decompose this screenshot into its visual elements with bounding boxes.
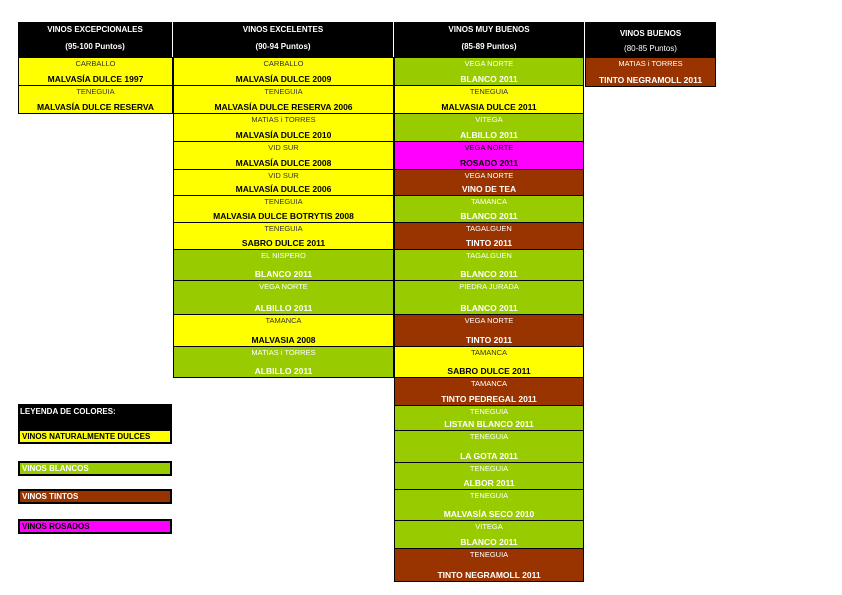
winery-name: VEGA NORTE xyxy=(464,59,514,68)
winery-name: TAMANCA xyxy=(265,316,302,325)
wine-entry xyxy=(173,346,394,378)
wine-name: LA GOTA 2011 xyxy=(460,451,518,461)
wine-name: MALVASIA DULCE BOTRYTIS 2008 xyxy=(213,211,354,221)
wine-name: BLANCO 2011 xyxy=(460,537,518,547)
wine-entry xyxy=(394,280,584,315)
wine-name: BLANCO 2011 xyxy=(460,303,518,313)
winery-name: TENEGUIA xyxy=(264,197,303,206)
wine-name: ALBILLO 2011 xyxy=(254,303,313,313)
winery-name: EL NISPERO xyxy=(261,251,306,260)
wine-name: MALVASÍA DULCE 2008 xyxy=(235,158,332,168)
header-points: (85-89 Puntos) xyxy=(461,42,517,51)
wine-entry xyxy=(173,195,394,223)
wine-entry xyxy=(173,57,394,86)
wine-entry xyxy=(394,113,584,142)
wine-name: MALVASÍA DULCE RESERVA xyxy=(36,102,155,112)
winery-name: TAMANCA xyxy=(470,379,508,388)
wine-name: ROSADO 2011 xyxy=(459,158,519,168)
wine-entry xyxy=(394,141,584,170)
winery-name: TENEGUIA xyxy=(264,87,303,96)
wine-entry xyxy=(394,405,584,431)
wine-name: SABRO DULCE 2011 xyxy=(241,238,326,248)
wine-name: LISTAN BLANCO 2011 xyxy=(444,419,534,429)
wine-name: BLANCO 2011 xyxy=(254,269,313,279)
header-title: VINOS EXCELENTES xyxy=(242,25,324,34)
wine-name: MALVASIA 2008 xyxy=(251,335,316,345)
wine-name: MALVASÍA SECO 2010 xyxy=(443,509,535,519)
header-title: VINOS BUENOS xyxy=(619,29,682,38)
winery-name: CARBALLO xyxy=(263,59,304,68)
header-points: (90-94 Puntos) xyxy=(255,42,311,51)
wine-entry xyxy=(173,141,394,170)
winery-name: VITEGA xyxy=(475,522,503,531)
winery-name: TENEGUIA xyxy=(469,432,509,441)
wine-entry xyxy=(394,85,584,114)
winery-name: TENEGUIA xyxy=(469,491,509,500)
header-excepcionales xyxy=(18,22,172,57)
header-title: VINOS EXCEPCIONALES xyxy=(47,25,143,34)
winery-name: MATIAS i TORRES xyxy=(618,59,683,68)
winery-name: TAMANCA xyxy=(470,197,508,206)
winery-name: TENEGUIA xyxy=(469,407,509,416)
header-buenos xyxy=(585,22,716,57)
winery-name: MATIAS i TORRES xyxy=(251,348,316,357)
wine-entry xyxy=(394,222,584,250)
wine-entry xyxy=(394,169,584,196)
wine-entry xyxy=(394,195,584,223)
wine-name: TINTO PEDREGAL 2011 xyxy=(441,394,537,404)
wine-entry xyxy=(394,57,584,86)
winery-name: VITEGA xyxy=(475,115,503,124)
winery-name: TENEGUIA xyxy=(469,87,509,96)
wine-entry xyxy=(394,489,584,521)
winery-name: CARBALLO xyxy=(75,59,116,68)
wine-name: MALVASÍA DULCE 2009 xyxy=(235,74,332,84)
wine-entry xyxy=(394,377,584,406)
wine-entry xyxy=(173,169,394,196)
winery-name: TAGALGUEN xyxy=(466,251,512,260)
wine-name: TINTO NEGRAMOLL 2011 xyxy=(598,75,703,85)
wine-entry xyxy=(173,249,394,281)
winery-name: TAMANCA xyxy=(470,348,508,357)
winery-name: VEGA NORTE xyxy=(259,282,308,291)
legend-item-blancos: VINOS BLANCOS xyxy=(18,461,172,476)
wine-name: MALVASÍA DULCE RESERVA 2006 xyxy=(214,102,353,112)
wine-name: BLANCO 2011 xyxy=(460,269,518,279)
wine-entry xyxy=(394,548,584,582)
wine-entry xyxy=(394,430,584,463)
header-muy-buenos xyxy=(394,22,584,57)
winery-name: VID SUR xyxy=(268,171,299,180)
winery-name: VEGA NORTE xyxy=(464,316,514,325)
legend-item-rosados: VINOS ROSADOS xyxy=(18,519,172,534)
wine-entry xyxy=(173,113,394,142)
header-excelentes xyxy=(173,22,393,57)
wine-entry xyxy=(173,222,394,250)
wine-name: MALVASÍA DULCE 1997 xyxy=(47,74,144,84)
wine-name: MALVASIA DULCE 2011 xyxy=(441,102,537,112)
wine-name: BLANCO 2011 xyxy=(460,211,518,221)
header-title: VINOS MUY BUENOS xyxy=(448,25,530,34)
wine-name: VINO DE TEA xyxy=(461,184,517,194)
winery-name: MATIAS i TORRES xyxy=(251,115,316,124)
wine-entry xyxy=(394,314,584,347)
wine-entry xyxy=(585,57,716,87)
wine-entry xyxy=(394,520,584,549)
wine-entry xyxy=(394,249,584,281)
wine-name: SABRO DULCE 2011 xyxy=(447,366,531,376)
wine-name: ALBOR 2011 xyxy=(463,478,515,488)
wine-entry xyxy=(173,85,394,114)
wine-entry xyxy=(173,314,394,347)
legend-title: LEYENDA DE COLORES: xyxy=(18,404,172,429)
wine-entry xyxy=(394,346,584,378)
wine-name: BLANCO 2011 xyxy=(460,74,518,84)
wine-entry xyxy=(18,85,173,114)
winery-name: TENEGUIA xyxy=(76,87,115,96)
winery-name: VID SUR xyxy=(268,143,299,152)
wine-name: MALVASÍA DULCE 2010 xyxy=(235,130,332,140)
wine-name: TINTO NEGRAMOLL 2011 xyxy=(437,570,541,580)
wine-name: ALBILLO 2011 xyxy=(254,366,313,376)
wine-name: ALBILLO 2011 xyxy=(460,130,518,140)
legend-item-tintos: VINOS TINTOS xyxy=(18,489,172,504)
winery-name: VEGA NORTE xyxy=(464,171,514,180)
winery-name: TAGALGUEN xyxy=(466,224,512,233)
wine-entry xyxy=(18,57,173,86)
winery-name: PIEDRA JURADA xyxy=(459,282,519,291)
wine-entry xyxy=(394,462,584,490)
wine-name: TINTO 2011 xyxy=(465,238,513,248)
winery-name: TENEGUIA xyxy=(469,550,509,559)
winery-name: TENEGUIA xyxy=(264,224,303,233)
header-points: (80-85 Puntos) xyxy=(624,44,677,53)
header-points: (95-100 Puntos) xyxy=(65,42,125,51)
wine-entry xyxy=(173,280,394,315)
wine-name: MALVASÍA DULCE 2006 xyxy=(235,184,332,194)
wine-name: TINTO 2011 xyxy=(465,335,513,345)
legend-item-dulces: VINOS NATURALMENTE DULCES xyxy=(18,429,172,444)
winery-name: TENEGUIA xyxy=(469,464,509,473)
winery-name: VEGA NORTE xyxy=(464,143,514,152)
